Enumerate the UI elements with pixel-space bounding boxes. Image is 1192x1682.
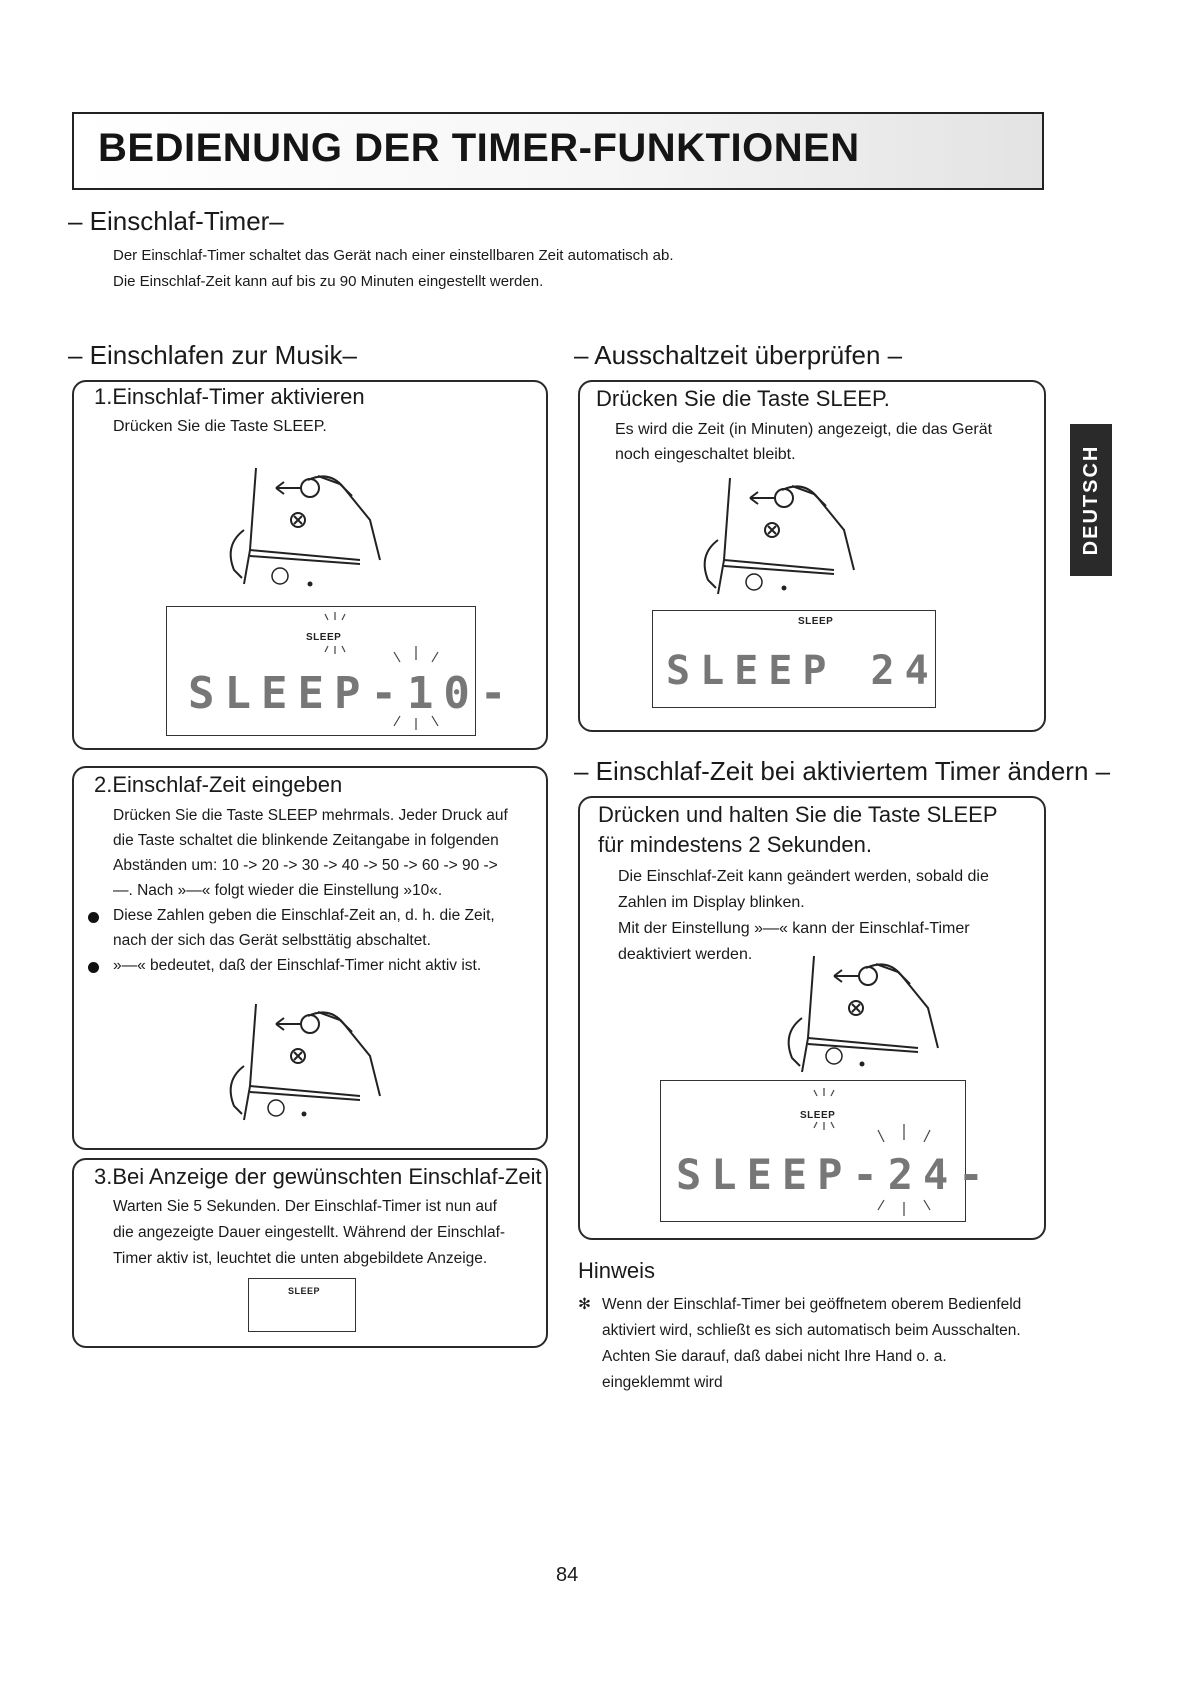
step3-title: 3.Bei Anzeige der gewünschten Einschlaf-Zeit — [94, 1164, 542, 1189]
lcd-1-readout: SLEEP-10- — [188, 668, 517, 719]
step2-bullet1-line-1: Diese Zahlen geben die Einschlaf-Zeit an, d. h. die Zeit, — [113, 907, 495, 924]
lcd-3-sleep-label: SLEEP — [288, 1286, 321, 1296]
device-illustration-4 — [778, 948, 978, 1078]
language-tab — [1070, 424, 1112, 576]
intro-line-2: Die Einschlaf-Zeit kann auf bis zu 90 Minuten eingestellt werden. — [113, 273, 544, 290]
ausschaltzeit-title: Drücken Sie die Taste SLEEP. — [596, 386, 890, 411]
step2-line-2: die Taste schaltet die blinkende Zeitangabe in folgenden — [113, 832, 499, 849]
step1-text: Drücken Sie die Taste SLEEP. — [113, 418, 327, 435]
device-illustration-1 — [220, 460, 420, 590]
step2-bullet1-line-2: nach der sich das Gerät selbsttätig abschaltet. — [113, 932, 431, 949]
step3-line-1: Warten Sie 5 Sekunden. Der Einschlaf-Timer ist nun auf — [113, 1198, 497, 1215]
ausschaltzeit-line-2: noch eingeschaltet bleibt. — [615, 446, 796, 463]
step2-line-1: Drücken Sie die Taste SLEEP mehrmals. Jeder Druck auf — [113, 807, 508, 824]
aendern-line-3: Mit der Einstellung »—« kann der Einschlaf-Timer — [618, 920, 970, 937]
hinweis-marker: ✻ — [578, 1296, 591, 1313]
aendern-line-4: deaktiviert werden. — [618, 946, 753, 963]
hinweis-line-1: Wenn der Einschlaf-Timer bei geöffnetem oberem Bedienfeld — [602, 1296, 1022, 1313]
hinweis-line-2: aktiviert wird, schließt es sich automatisch beim Ausschalten. — [602, 1322, 1021, 1339]
step2-bullet2: »—« bedeutet, daß der Einschlaf-Timer nicht aktiv ist. — [113, 957, 482, 974]
device-illustration-3 — [694, 470, 894, 600]
hinweis-line-4: eingeklemmt wird — [602, 1374, 723, 1391]
lcd-4-sleep-label: SLEEP — [800, 1110, 836, 1121]
step3-line-3: Timer aktiv ist, leuchtet die unten abgebildete Anzeige. — [113, 1250, 488, 1267]
einschlafen-musik-heading: – Einschlafen zur Musik– — [68, 340, 358, 370]
step3-line-2: die angezeigte Dauer eingestellt. Während der Einschlaf- — [113, 1224, 506, 1241]
bullet-1 — [88, 912, 99, 923]
lcd-1-sleep-label: SLEEP — [306, 632, 342, 643]
aendern-title-line-2: für mindestens 2 Sekunden. — [598, 832, 872, 857]
step2-line-3: Abständen um: 10 -> 20 -> 30 -> 40 -> 50 -> 60 -> 90 -> — [113, 857, 498, 874]
hinweis-line-3: Achten Sie darauf, daß dabei nicht Ihre Hand o. a. — [602, 1348, 947, 1365]
lcd-2-sleep-label: SLEEP — [798, 616, 834, 627]
lcd-4-readout: SLEEP-24- — [676, 1150, 994, 1199]
bullet-2 — [88, 962, 99, 973]
intro-line-1: Der Einschlaf-Timer schaltet das Gerät nach einer einstellbaren Zeit automatisch ab. — [113, 247, 674, 264]
page-title: BEDIENUNG DER TIMER-FUNKTIONEN — [98, 126, 860, 170]
lcd-2-readout: SLEEP 24 — [666, 648, 939, 694]
step2-line-4: —. Nach »—« folgt wieder die Einstellung »10«. — [113, 882, 443, 899]
hinweis-title: Hinweis — [578, 1258, 656, 1283]
aendern-heading: – Einschlaf-Zeit bei aktiviertem Timer ändern – — [574, 756, 1111, 786]
page-number: 84 — [556, 1564, 579, 1586]
ausschaltzeit-line-1: Es wird die Zeit (in Minuten) angezeigt, die das Gerät — [615, 421, 993, 438]
aendern-title-line-1: Drücken und halten Sie die Taste SLEEP — [598, 802, 998, 827]
einschlaf-timer-heading: – Einschlaf-Timer– — [68, 206, 284, 236]
language-tab-label: DEUTSCH — [1080, 444, 1102, 556]
aendern-line-1: Die Einschlaf-Zeit kann geändert werden, sobald die — [618, 868, 989, 885]
aendern-line-2: Zahlen im Display blinken. — [618, 894, 805, 911]
ausschaltzeit-heading: – Ausschaltzeit überprüfen – — [574, 340, 903, 370]
step2-title: 2.Einschlaf-Zeit eingeben — [94, 772, 343, 797]
step1-title: 1.Einschlaf-Timer aktivieren — [94, 384, 365, 409]
device-illustration-2 — [220, 996, 420, 1126]
